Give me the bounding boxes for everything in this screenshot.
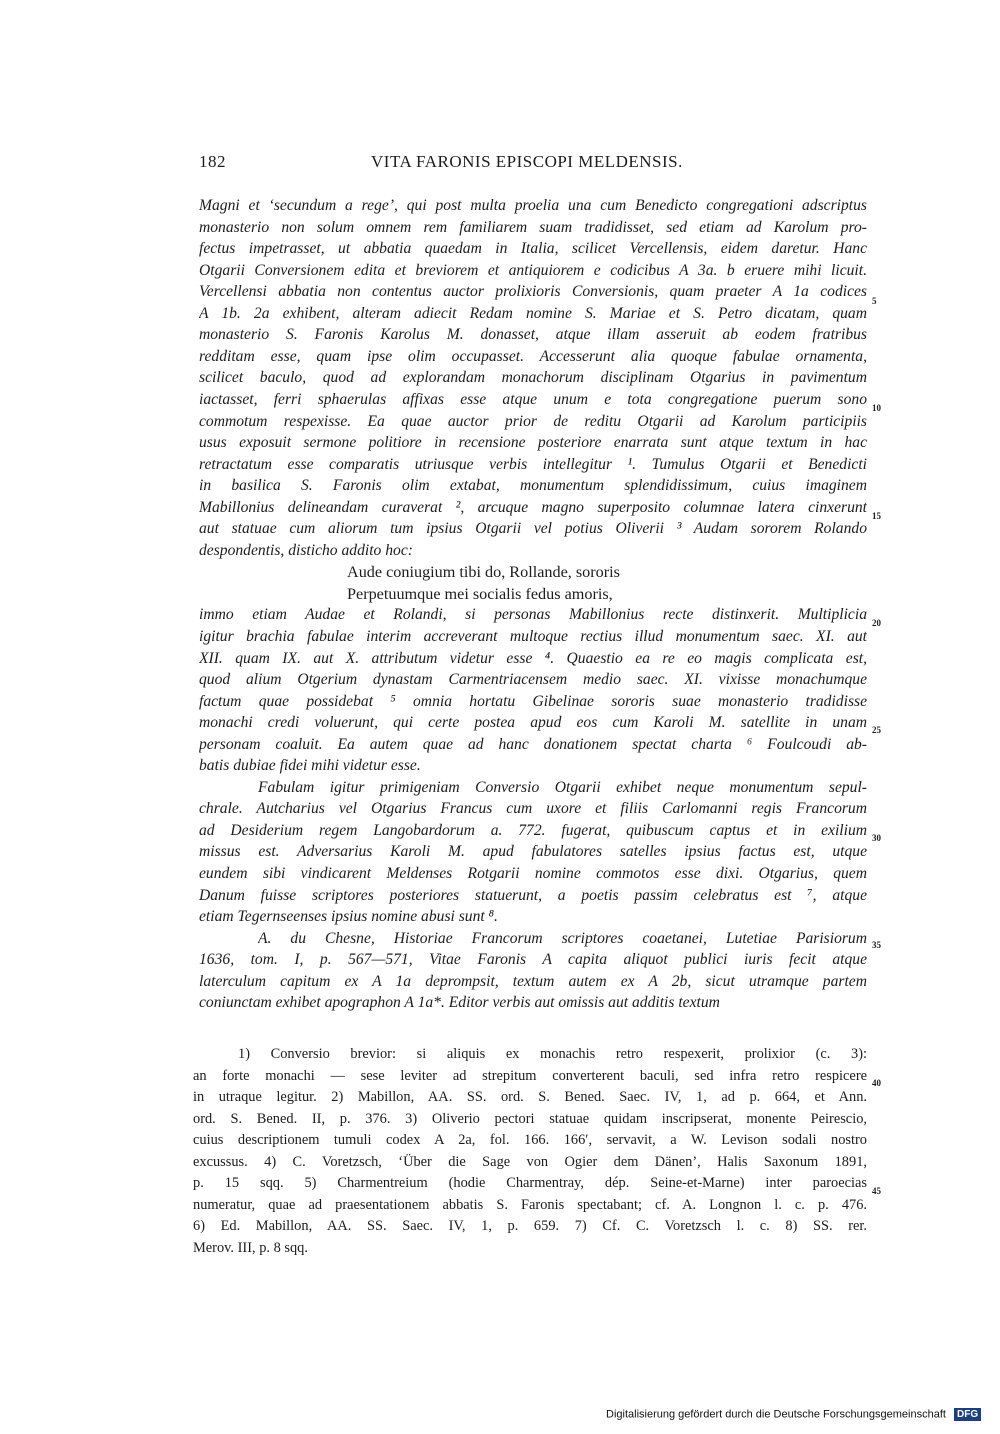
margin-line-number: 35: [872, 940, 881, 950]
body-line: ad Desiderium regem Langobardorum a. 772. fugerat, quibuscum captus et in exilium: [199, 822, 867, 839]
body-line: immo etiam Audae et Rolandi, si personas Mabillonius recte distinxerit. Multiplicia: [199, 606, 867, 623]
footnote-line: 1) Conversio brevior: si aliquis ex monachis retro respexerit, prolixior (c. 3):: [238, 1046, 867, 1062]
verse-line: Aude coniugium tibi do, Rollande, sororis: [347, 563, 620, 581]
body-line: batis dubiae fidei mihi videtur esse.: [199, 757, 421, 774]
body-line: iactasset, ferri sphaerulas affixas esse atque unum e tota congregatione puerum sono: [199, 391, 867, 408]
running-header: [199, 152, 867, 176]
body-line: aut statuae cum aliorum tum ipsius Otgarii vel potius Oliverii ³ Audam sororem Rolando: [199, 520, 867, 537]
margin-line-number: 45: [872, 1186, 881, 1196]
body-line: fectus impetrasset, ut abbatia quaedam in Italia, scilicet Vercellensis, eidem daretur. Hanc: [199, 240, 867, 257]
body-line: A. du Chesne, Historiae Francorum scriptores coaetanei, Lutetiae Parisiorum: [258, 930, 867, 947]
footnote-line: 6) Ed. Mabillon, AA. SS. Saec. IV, 1, p. 659. 7) Cf. C. Voretzsch l. c. 8) SS. rer.: [193, 1218, 867, 1234]
body-line: chrale. Autcharius vel Otgarius Francus cum uxore et filiis Carlomanni regis Francorum: [199, 800, 867, 817]
body-line: usus exposuit sermone politiore in recensione posteriore enarrata sunt atque textum in hac: [199, 434, 867, 451]
body-line: personam coaluit. Ea autem quae ad hanc donationem spectat charta ⁶ Foulcoudi ab-: [199, 736, 867, 753]
body-line: missus est. Adversarius Karoli M. apud fabulatores satelles ipsius factus est, utque: [199, 843, 867, 860]
body-line: quod alium Otgerium dynastam Carmentriacensem medio saec. XI. vixisse monachumque: [199, 671, 867, 688]
body-line: eundem sibi vindicarent Meldenses Rotgarii nomine commotos esse dixi. Otgarius, quem: [199, 865, 867, 882]
body-line: factum quae possidebat ⁵ omnia hortatu Gibelinae sororis suae monasterio tradidisse: [199, 693, 867, 710]
body-line: coniunctam exhibet apographon A 1a*. Editor verbis aut omissis aut additis textum: [199, 994, 720, 1011]
body-line: scilicet baculo, quod ad explorandam monachorum disciplinam Otgarius in pavimentum: [199, 369, 867, 386]
footnote-line: p. 15 sqq. 5) Charmentreium (hodie Charmentray, dép. Seine-et-Marne) inter paroecias: [193, 1175, 867, 1191]
body-line: igitur brachia fabulae interim accreverant multoque rectius illud monumentum saec. XI. aut: [199, 628, 867, 645]
footnote-line: ord. S. Bened. II, p. 376. 3) Oliverio pectori statuae quidam inscripserat, monente Peirescio,: [193, 1111, 867, 1127]
body-line: Magni et ‘secundum a rege’, qui post multa proelia una cum Benedicto congregationi adscriptus: [199, 197, 867, 214]
body-line: XII. quam IX. aut X. attributum videtur esse ⁴. Quaestio ea re eo magis complicata est,: [199, 650, 867, 667]
footnote-line: an forte monachi — sese leviter ad strepitum converterent baculi, sed infra retro respicere: [193, 1068, 867, 1084]
verse-line: Perpetuumque mei socialis fedus amoris,: [347, 585, 613, 603]
body-line: Otgarii Conversionem edita et breviorem et antiquiorem e codicibus A 3a. b eruere mihi licuit.: [199, 262, 867, 279]
body-line: monasterio S. Faronis Karolus M. donasset, atque illam asseruit ab eodem fratribus: [199, 326, 867, 343]
body-line: etiam Tegernseenses ipsius nomine abusi sunt ⁸.: [199, 908, 498, 925]
margin-line-number: 10: [872, 403, 881, 413]
body-line: Mabillonius delineandam curaverat ², arcuque magno superposito columnae latera cinxerunt: [199, 499, 867, 516]
body-line: commotum respexisse. Ea quae auctor prior de reditu Otgarii ad Karolum participiis: [199, 413, 867, 430]
body-line: Fabulam igitur primigeniam Conversio Otgarii exhibet neque monumentum sepul-: [258, 779, 867, 796]
body-line: Danum fuisse scriptores posteriores statuerunt, a poetis passim celebratus est ⁷, atque: [199, 887, 867, 904]
digitization-footer: [606, 1408, 981, 1421]
margin-line-number: 40: [872, 1078, 881, 1088]
footnote-line: in utraque legitur. 2) Mabillon, AA. SS. ord. S. Bened. Saec. IV, 1, ad p. 664, et Ann.: [193, 1089, 867, 1105]
margin-line-number: 25: [872, 725, 881, 735]
footnote-line: Merov. III, p. 8 sqq.: [193, 1240, 308, 1256]
body-line: Vercellensi abbatia non contentus auctor prolixioris Conversionis, quam praeter A 1a codices: [199, 283, 867, 300]
body-line: in basilica S. Faronis olim extabat, monumentum splendidissimum, cuius imaginem: [199, 477, 867, 494]
footer-text: Digitalisierung gefördert durch die Deutsche Forschungsgemeinschaft: [606, 1408, 946, 1421]
footnote-line: numeratur, quae ad praesentationem abbatis S. Faronis spectabant; cf. A. Longnon l. c. p. 476.: [193, 1197, 867, 1213]
body-line: monasterio non solum omnem rem familiarem suam tradidisset, sed etiam ad Karolum pro-: [199, 219, 867, 236]
body-line: despondentis, disticho addito hoc:: [199, 542, 413, 559]
margin-line-number: 30: [872, 833, 881, 843]
body-line: laterculum capitum ex A 1a deprompsit, textum autem ex A 2b, sicut utramque partem: [199, 973, 867, 990]
body-line: retractatum esse comparatis utriusque verbis intellegitur ¹. Tumulus Otgarii et Benedicti: [199, 456, 867, 473]
dfg-logo: DFG: [954, 1408, 981, 1421]
footnote-line: excussus. 4) C. Voretzsch, ‘Über die Sage von Ogier dem Dänen’, Halis Saxonum 1891,: [193, 1154, 867, 1170]
body-line: redditam esse, quam ipse olim occupasset. Accesserunt alia quoque fabulae ornamenta,: [199, 348, 867, 365]
body-line: 1636, tom. I, p. 567—571, Vitae Faronis A capita aliquot publici iuris fecit atque: [199, 951, 867, 968]
margin-line-number: 15: [872, 511, 881, 521]
margin-line-number: 5: [872, 296, 877, 306]
running-title: VITA FARONIS EPISCOPI MELDENSIS.: [371, 152, 683, 171]
body-line: monachi credi voluerunt, qui certe postea apud eos cum Karoli M. satellite in unam: [199, 714, 867, 731]
page-number: 182: [199, 152, 226, 171]
margin-line-number: 20: [872, 618, 881, 628]
footnote-line: cuius descriptionem tumuli codex A 2a, fol. 166. 166′, servavit, a W. Levison sodali nostro: [193, 1132, 867, 1148]
body-line: A 1b. 2a exhibent, alteram adiecit Redam nomine S. Mariae et S. Petro dicatam, quam: [199, 305, 867, 322]
